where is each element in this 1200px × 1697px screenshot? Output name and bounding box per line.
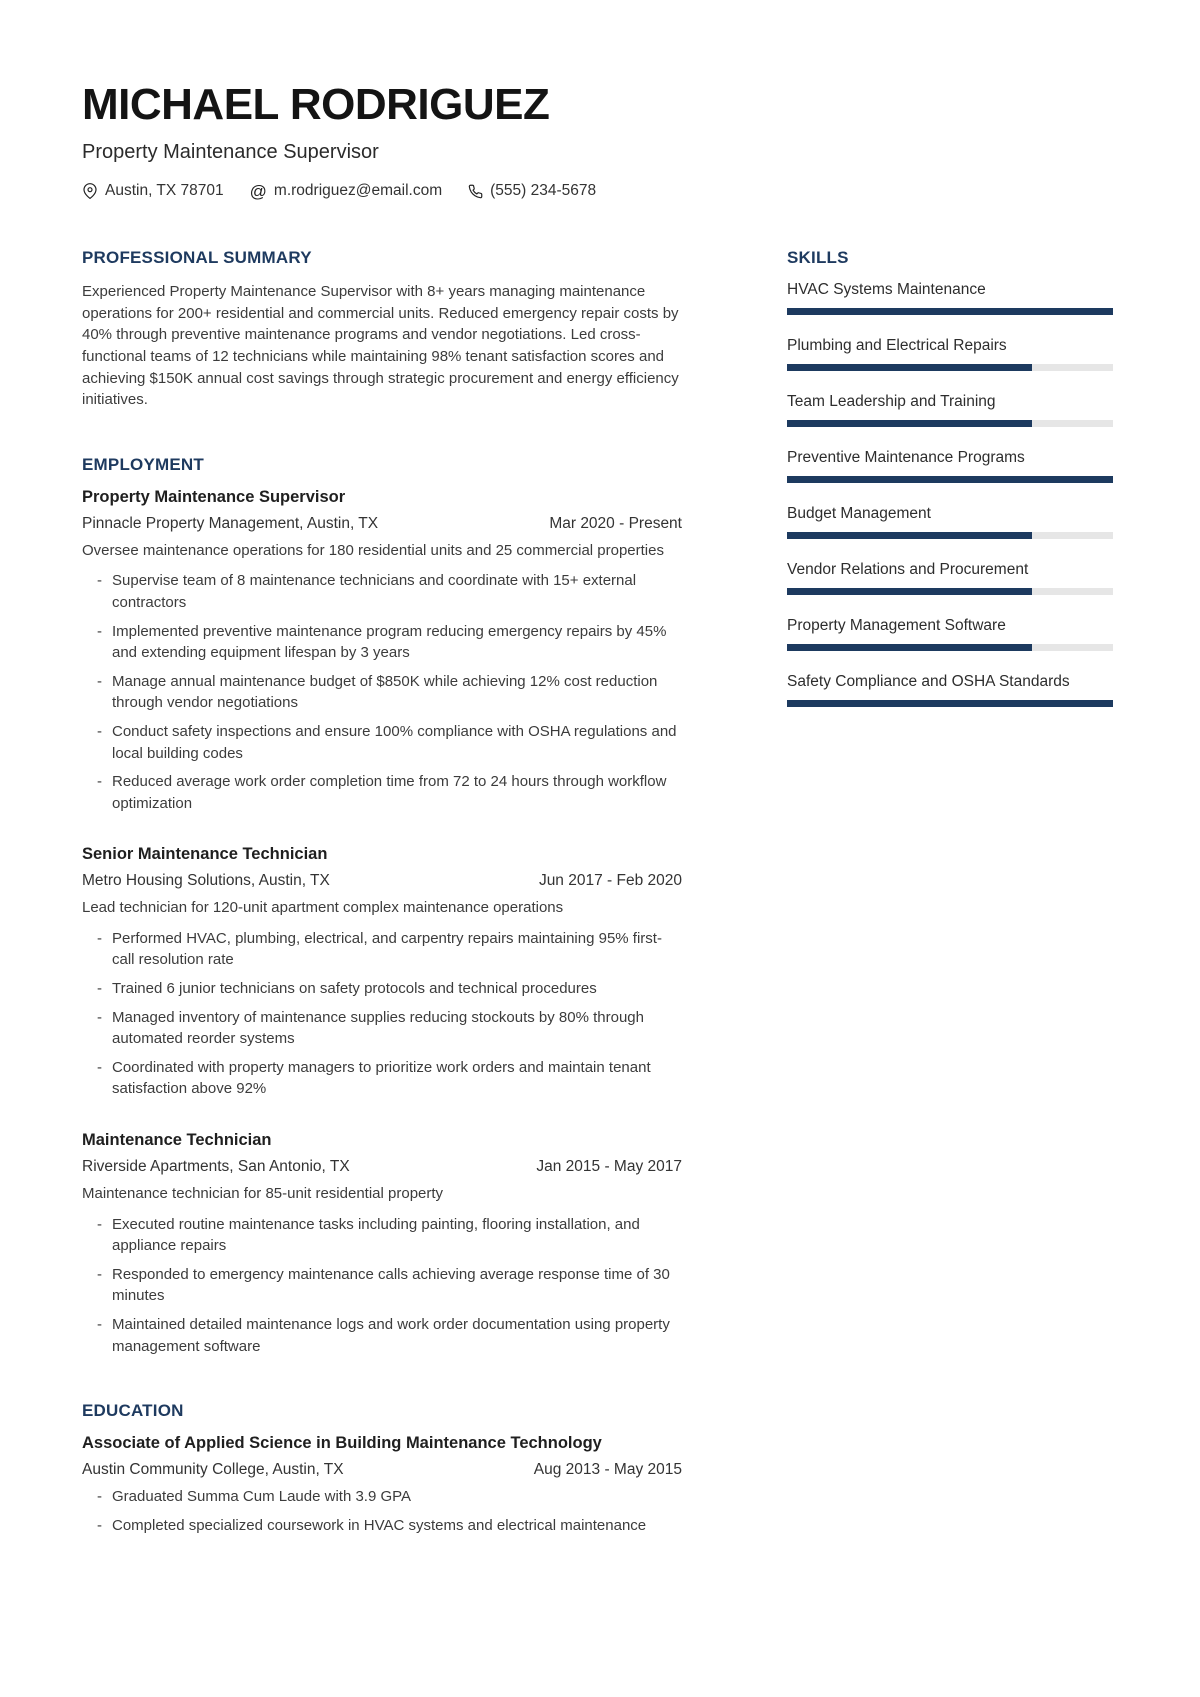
job-bullets [82, 1214, 682, 1358]
education-dates: Aug 2013 - May 2015 [533, 1461, 682, 1479]
skill-label: Plumbing and Electrical Repairs [787, 337, 1007, 355]
summary-text: Experienced Property Maintenance Supervisor with 8+ years managing maintenance operations for 200+ residential and commercial units. Reduced emergency repair costs by 40% through preventive maintenance programs and vendor negotiations. Led cross-functional teams of 12 technicians while maintaining 98% tenant satisfaction scores and achieving $150K annual cost savings through strategic procurement and energy efficiency initiatives. [82, 283, 679, 409]
bullet-item: - Responded to emergency maintenance calls achieving average response time of 30 minutes [82, 1264, 682, 1307]
bullet-item: - Conduct safety inspections and ensure 100% compliance with OSHA regulations and local building codes [82, 721, 682, 764]
skill-bar-fill [787, 588, 1032, 595]
contact-row [82, 182, 1113, 200]
skill-bar-fill [787, 364, 1032, 371]
skill-bar-track [787, 532, 1113, 539]
bullet-item: - Manage annual maintenance budget of $850K while achieving 12% cost reduction through vendor negotiations [82, 671, 682, 714]
job-entry [82, 845, 682, 1100]
skill-item [787, 337, 1113, 371]
skill-bar-fill [787, 700, 1113, 707]
job-title: Maintenance Technician [82, 1131, 272, 1150]
skill-bar-track [787, 588, 1113, 595]
job-bullets [82, 928, 682, 1100]
skill-item [787, 281, 1113, 315]
resume-header [82, 82, 1113, 200]
skill-item [787, 449, 1113, 483]
education-heading: EDUCATION [82, 1401, 184, 1421]
contact-location [82, 182, 224, 200]
skill-label: Safety Compliance and OSHA Standards [787, 673, 1070, 691]
bullet-item: - Managed inventory of maintenance supplies reducing stockouts by 80% through automated reorder systems [82, 1007, 682, 1050]
skill-bar-fill [787, 308, 1113, 315]
person-job-title: Property Maintenance Supervisor [82, 141, 379, 164]
job-title: Property Maintenance Supervisor [82, 487, 346, 506]
job-entry [82, 488, 682, 815]
resume-body [82, 248, 1113, 1580]
skill-item [787, 393, 1113, 427]
education-bullets [82, 1486, 682, 1536]
skill-bar-fill [787, 476, 1113, 483]
job-description: Oversee maintenance operations for 180 residential units and 25 commercial properties [82, 541, 664, 559]
skill-item [787, 561, 1113, 595]
location-pin-icon [82, 183, 98, 199]
skill-item [787, 617, 1113, 651]
bullet-item: - Supervise team of 8 maintenance technicians and coordinate with 15+ external contractors [82, 570, 682, 613]
skill-bar-track [787, 700, 1113, 707]
job-dates: Mar 2020 - Present [549, 514, 682, 532]
job-meta-row [82, 872, 682, 890]
section-professional-summary [82, 248, 682, 411]
skill-bar-fill [787, 532, 1032, 539]
skill-label: HVAC Systems Maintenance [787, 281, 986, 299]
bullet-item: - Coordinated with property managers to prioritize work orders and maintain tenant satisfaction above 92% [82, 1057, 682, 1100]
jobs-container [82, 488, 682, 1357]
job-bullets [82, 570, 682, 814]
job-dates: Jan 2015 - May 2017 [536, 1158, 682, 1176]
job-meta-row [82, 515, 682, 533]
main-column [82, 248, 682, 1580]
education-meta-row [82, 1461, 682, 1479]
skill-label: Vendor Relations and Procurement [787, 561, 1029, 579]
job-dates: Jun 2017 - Feb 2020 [538, 872, 682, 890]
job-title: Senior Maintenance Technician [82, 845, 328, 864]
skill-item [787, 673, 1113, 707]
skill-bar-track [787, 420, 1113, 427]
job-company: Metro Housing Solutions, Austin, TX [82, 872, 330, 890]
person-name: MICHAEL RODRIGUEZ [82, 80, 550, 129]
bullet-item: - Maintained detailed maintenance logs and work order documentation using property management software [82, 1314, 682, 1357]
phone-text: (555) 234-5678 [490, 182, 597, 200]
side-column [787, 248, 1113, 1580]
education-entry [82, 1434, 682, 1536]
skill-label: Budget Management [787, 505, 931, 523]
skill-label: Team Leadership and Training [787, 393, 996, 411]
section-education [82, 1401, 682, 1536]
job-entry [82, 1131, 682, 1357]
employment-heading: EMPLOYMENT [82, 454, 204, 474]
skill-bar-track [787, 644, 1113, 651]
skills-heading: SKILLS [787, 248, 849, 268]
location-text: Austin, TX 78701 [105, 182, 224, 200]
skill-label: Preventive Maintenance Programs [787, 449, 1025, 467]
job-company: Riverside Apartments, San Antonio, TX [82, 1158, 350, 1176]
contact-email [250, 182, 442, 200]
contact-phone [468, 182, 596, 200]
skill-bar-fill [787, 420, 1032, 427]
education-school: Austin Community College, Austin, TX [82, 1461, 344, 1479]
skill-bar-track [787, 476, 1113, 483]
skill-bar-track [787, 308, 1113, 315]
job-description: Lead technician for 120-unit apartment complex maintenance operations [82, 899, 564, 917]
bullet-item: - Completed specialized coursework in HVAC systems and electrical maintenance [82, 1515, 682, 1537]
job-description: Maintenance technician for 85-unit residential property [82, 1185, 444, 1203]
skill-bar-fill [787, 644, 1032, 651]
job-company: Pinnacle Property Management, Austin, TX [82, 514, 379, 532]
bullet-item: - Trained 6 junior technicians on safety protocols and technical procedures [82, 978, 682, 1000]
skills-container [787, 281, 1113, 707]
bullet-item: - Executed routine maintenance tasks including painting, flooring installation, and appliance repairs [82, 1214, 682, 1257]
summary-heading: PROFESSIONAL SUMMARY [82, 248, 312, 268]
email-text: m.rodriguez@email.com [273, 182, 443, 200]
bullet-item: - Implemented preventive maintenance program reducing emergency repairs by 45% and extending equipment lifespan by 3 years [82, 621, 682, 664]
education-degree: Associate of Applied Science in Building Maintenance Technology [82, 1434, 602, 1453]
bullet-item: - Performed HVAC, plumbing, electrical, and carpentry repairs maintaining 95% first-call resolution rate [82, 928, 682, 971]
section-employment [82, 455, 682, 1357]
phone-icon [468, 184, 483, 199]
skill-item [787, 505, 1113, 539]
skill-label: Property Management Software [787, 617, 1006, 635]
section-skills [787, 248, 1113, 707]
email-at-icon: @ [249, 181, 267, 201]
bullet-item: - Graduated Summa Cum Laude with 3.9 GPA [82, 1486, 682, 1508]
skill-bar-track [787, 364, 1113, 371]
job-meta-row [82, 1158, 682, 1176]
bullet-item: - Reduced average work order completion time from 72 to 24 hours through workflow optimization [82, 771, 682, 814]
